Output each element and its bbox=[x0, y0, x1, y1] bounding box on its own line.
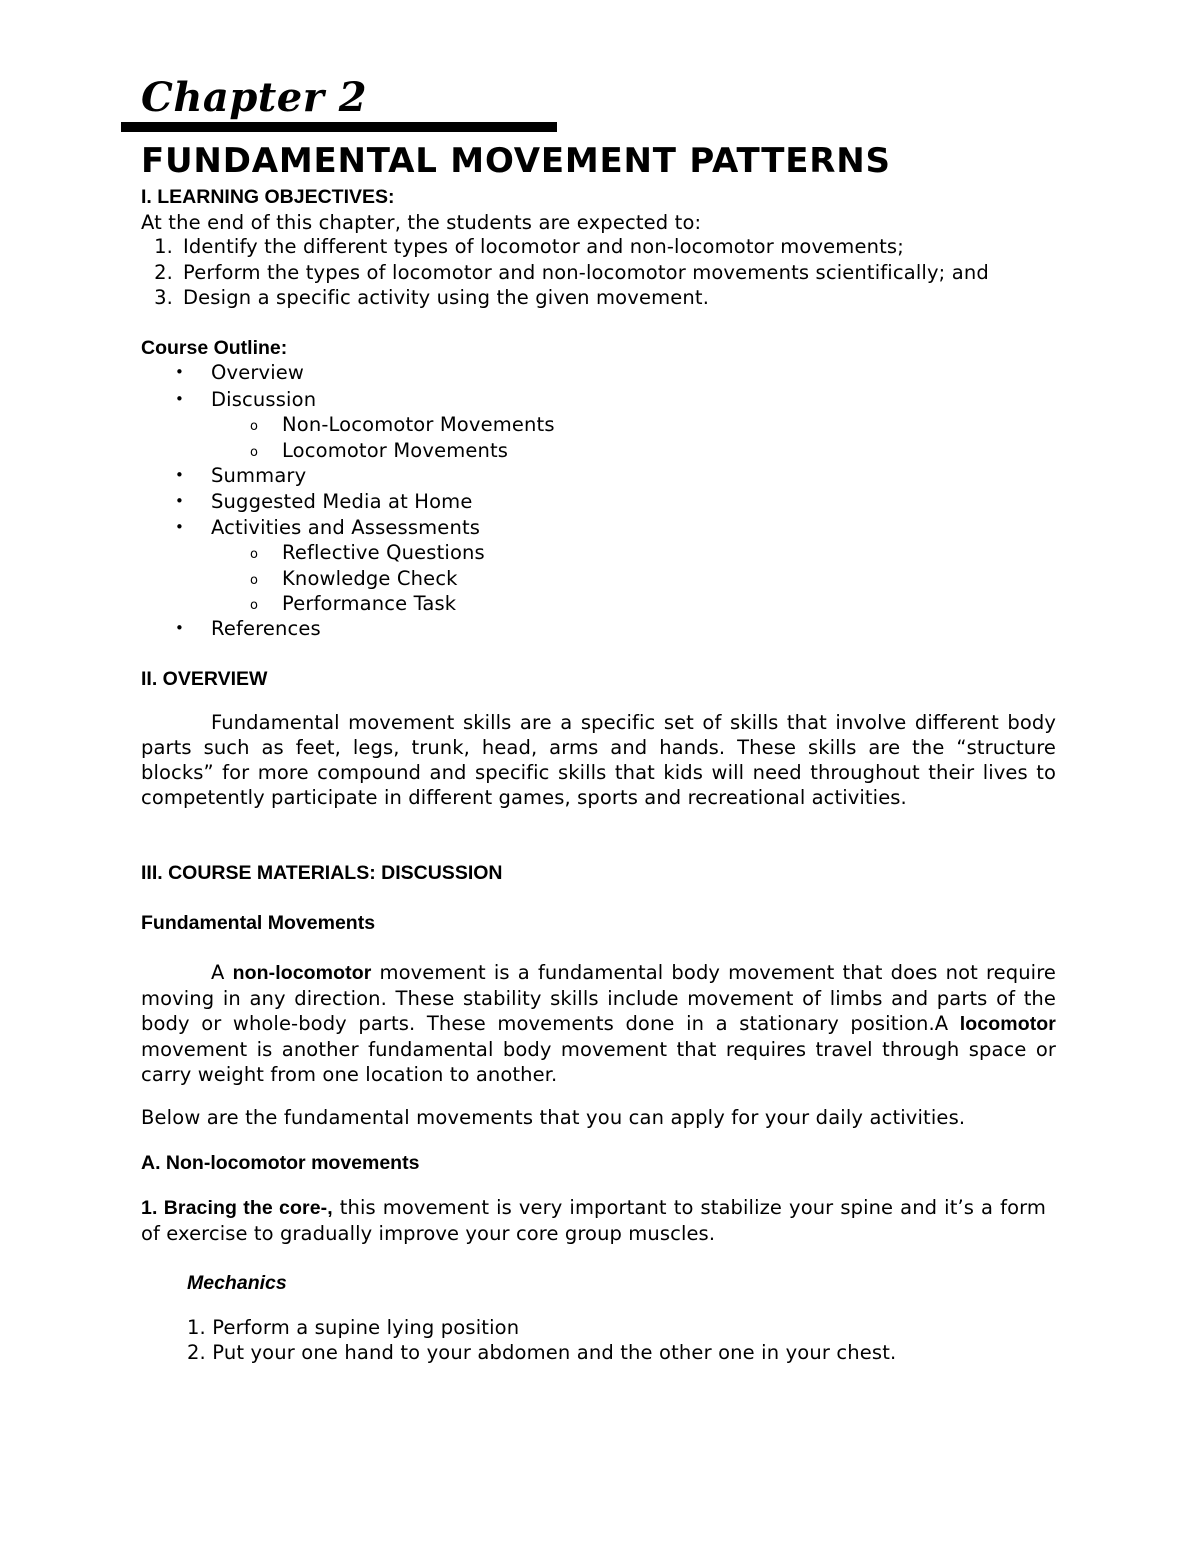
outline-item: Suggested Media at Home bbox=[211, 490, 473, 513]
section-a-heading: A. Non-locomotor movements bbox=[141, 1152, 420, 1174]
mechanics-step-number: 1. bbox=[187, 1316, 206, 1339]
outline-item: References bbox=[211, 617, 321, 640]
outline-subitem: Reflective Questions bbox=[282, 541, 485, 564]
sub-bullet-icon: o bbox=[250, 573, 258, 588]
bracing-core-title: 1. Bracing the core-, bbox=[141, 1197, 333, 1219]
objective-item bbox=[145, 234, 904, 259]
discussion-paragraph bbox=[141, 960, 1056, 1087]
objectives-intro: At the end of this chapter, the students are expected to: bbox=[141, 211, 702, 234]
chapter-underline-rule bbox=[121, 122, 557, 132]
sub-bullet-icon: o bbox=[250, 419, 258, 434]
overview-heading: II. OVERVIEW bbox=[141, 668, 268, 690]
term-locomotor: locomotor bbox=[959, 1013, 1056, 1035]
discussion-subheading: Fundamental Movements bbox=[141, 912, 376, 934]
page-title: FUNDAMENTAL MOVEMENT PATTERNS bbox=[141, 141, 891, 181]
mechanics-step-number: 2. bbox=[187, 1341, 206, 1364]
paragraph-text: this movement is very important to stabilize your spine and it’s a form of exercise to gradually improve your core group muscles. bbox=[141, 1196, 1046, 1245]
mechanics-step bbox=[187, 1340, 896, 1365]
outline-heading: Course Outline: bbox=[141, 337, 288, 359]
paragraph-text: A bbox=[211, 961, 233, 984]
mechanics-heading: Mechanics bbox=[187, 1272, 287, 1294]
term-non-locomotor: non-locomotor bbox=[232, 962, 372, 984]
mechanics-step bbox=[187, 1315, 519, 1340]
paragraph-text: movement is another fundamental body movement that requires travel through space or carry weight from one location to another. bbox=[141, 1038, 1056, 1086]
outline-subitem: Knowledge Check bbox=[282, 567, 458, 590]
paragraph-text: movement is a fundamental body movement that does not require moving in any direction. These stability skills include movement of limbs and parts of the body or whole-body parts. These movements done in a stationary position.A bbox=[141, 961, 1056, 1035]
outline-subitem: Locomotor Movements bbox=[282, 439, 509, 462]
objective-text: Identify the different types of locomotor and non-locomotor movements; bbox=[183, 235, 904, 258]
outline-subitem: Non-Locomotor Movements bbox=[282, 413, 555, 436]
objective-number: 1. bbox=[154, 235, 173, 258]
objective-number: 3. bbox=[154, 286, 173, 309]
sub-bullet-icon: o bbox=[250, 598, 258, 613]
objectives-heading: I. LEARNING OBJECTIVES: bbox=[141, 186, 395, 208]
outline-item: Activities and Assessments bbox=[211, 516, 481, 539]
objective-item bbox=[145, 260, 989, 285]
outline-item: Summary bbox=[211, 464, 307, 487]
sub-bullet-icon: o bbox=[250, 547, 258, 562]
sub-bullet-icon: o bbox=[250, 445, 258, 460]
bullet-icon: • bbox=[175, 619, 184, 637]
objective-number: 2. bbox=[154, 261, 173, 284]
objective-item bbox=[145, 285, 709, 310]
objective-text: Perform the types of locomotor and non-locomotor movements scientifically; and bbox=[183, 261, 989, 284]
bracing-core-paragraph bbox=[141, 1195, 1046, 1246]
outline-item: Overview bbox=[211, 361, 305, 384]
objective-text: Design a specific activity using the given movement. bbox=[183, 286, 710, 309]
bullet-icon: • bbox=[175, 363, 184, 381]
bullet-icon: • bbox=[175, 466, 184, 484]
chapter-label: Chapter 2 bbox=[141, 74, 368, 121]
mechanics-step-text: Put your one hand to your abdomen and the other one in your chest. bbox=[212, 1341, 897, 1364]
outline-item: Discussion bbox=[211, 388, 317, 411]
mechanics-step-text: Perform a supine lying position bbox=[212, 1316, 520, 1339]
overview-paragraph: Fundamental movement skills are a specific set of skills that involve different body parts such as feet, legs, trunk, head, arms and hands. These skills are the “structure blocks” for more compound and specific skills that kids will need throughout their lives to competently participate in different games, sports and recreational activities. bbox=[141, 711, 1056, 809]
discussion-paragraph-2: Below are the fundamental movements that you can apply for your daily activities. bbox=[141, 1106, 966, 1129]
outline-subitem: Performance Task bbox=[282, 592, 457, 615]
bullet-icon: • bbox=[175, 390, 184, 408]
bullet-icon: • bbox=[175, 518, 184, 536]
bullet-icon: • bbox=[175, 492, 184, 510]
discussion-heading: III. COURSE MATERIALS: DISCUSSION bbox=[141, 862, 503, 884]
